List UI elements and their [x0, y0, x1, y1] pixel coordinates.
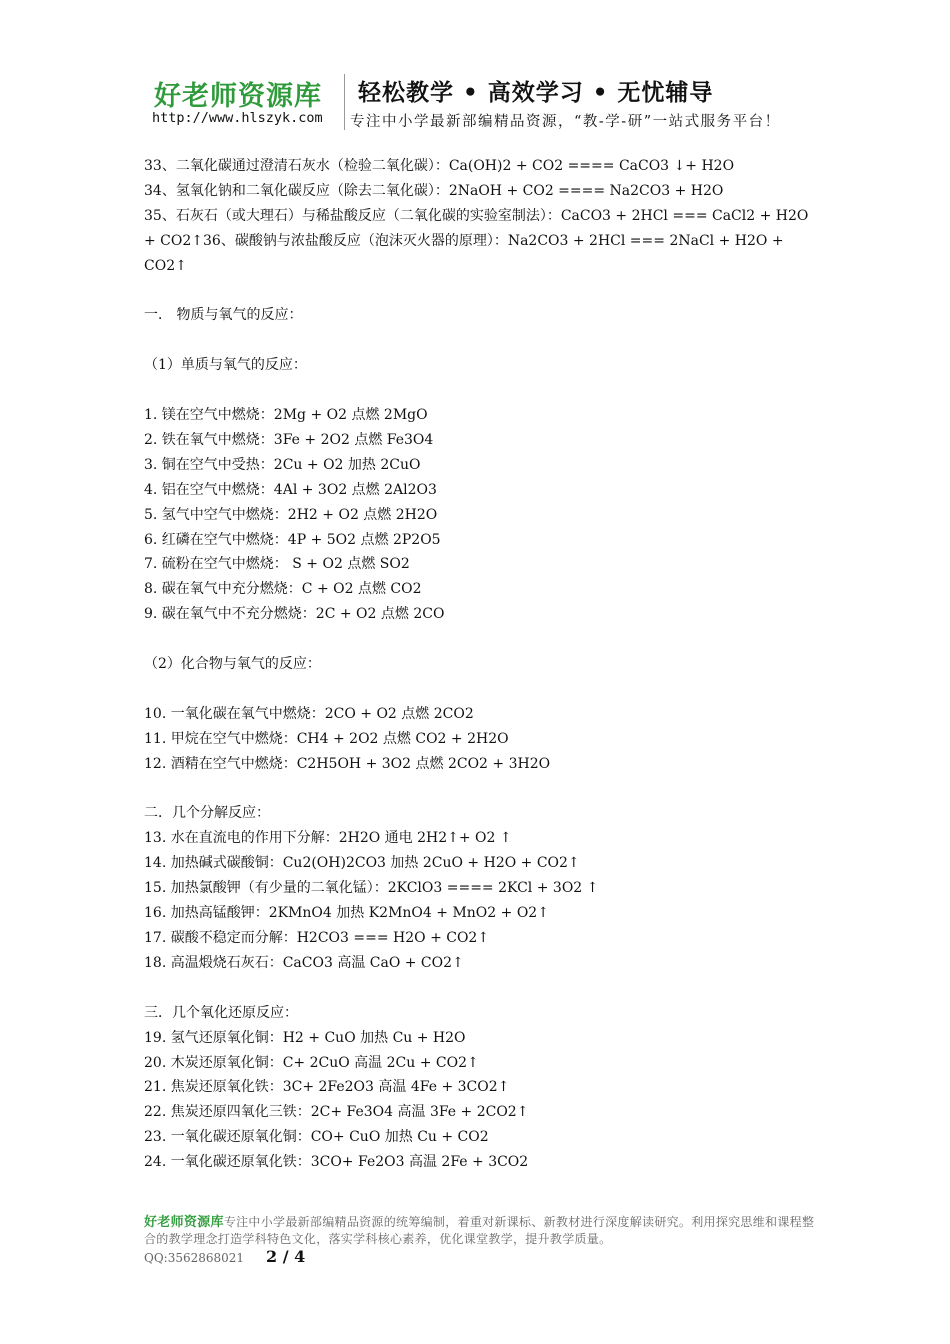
text-line: 3. 铜在空气中受热：2Cu + O2 加热 2CuO [144, 456, 421, 473]
text-line: （2）化合物与氧气的反应： [144, 656, 321, 673]
header-divider [344, 74, 345, 130]
footer-qq: QQ:3562868021 [144, 1251, 245, 1265]
blank-line [144, 976, 864, 1001]
blank-line [144, 328, 864, 353]
text-line: 5. 氢气中空气中燃烧：2H2 + O2 点燃 2H2O [144, 506, 438, 523]
text-line: 6. 红磷在空气中燃烧：4P + 5O2 点燃 2P2O5 [144, 531, 441, 548]
text-line: CO2↑ [144, 257, 187, 274]
text-line: 24. 一氧化碳还原氧化铁：3CO+ Fe2O3 高温 2Fe + 3CO2 [144, 1154, 529, 1171]
text-line: 1. 镁在空气中燃烧：2Mg + O2 点燃 2MgO [144, 407, 428, 424]
text-line: 2. 铁在氧气中燃烧：3Fe + 2O2 点燃 Fe3O4 [144, 431, 434, 448]
text-line: 11. 甲烷在空气中燃烧：CH4 + 2O2 点燃 CO2 + 2H2O [144, 730, 509, 747]
page-header [148, 70, 908, 134]
blank-line [144, 777, 864, 802]
text-line: 13. 水在直流电的作用下分解：2H2O 通电 2H2↑+ O2 ↑ [144, 830, 512, 847]
text-line: 20. 木炭还原氧化铜：C+ 2CuO 高温 2Cu + CO2↑ [144, 1054, 479, 1071]
header-tagline: 专注中小学最新部编精品资源，“教-学-研”一站式服务平台！ [350, 114, 781, 130]
text-line: 22. 焦炭还原四氧化三铁：2C+ Fe3O4 高温 3Fe + 2CO2↑ [144, 1104, 529, 1121]
header-slogan: 轻松教学 • 高效学习 • 无忧辅导 [358, 80, 714, 106]
text-line: 18. 高温煅烧石灰石：CaCO3 高温 CaO + CO2↑ [144, 954, 464, 971]
text-line: 二．几个分解反应： [144, 805, 270, 822]
blank-line [144, 677, 864, 702]
footer-bottom [144, 1247, 824, 1266]
text-line: 4. 铝在空气中燃烧：4Al + 3O2 点燃 2Al2O3 [144, 481, 437, 498]
page-number: 2 / 4 [266, 1247, 306, 1266]
text-line: 19. 氢气还原氧化铜：H2 + CuO 加热 Cu + H2O [144, 1029, 466, 1046]
brand-logo-text: 好老师资源库 [154, 81, 322, 112]
text-line: 一． 物质与氧气的反应： [144, 307, 303, 324]
blank-line [144, 627, 864, 652]
text-line: 33、二氧化碳通过澄清石灰水（检验二氧化碳）：Ca(OH)2 + CO2 ==== CaCO3 ↓+ H2O [144, 158, 735, 174]
text-line: 23. 一氧化碳还原氧化铜：CO+ CuO 加热 Cu + CO2 [144, 1129, 489, 1146]
header-url[interactable]: http://www.hlszyk.com [152, 110, 323, 126]
text-line: 14. 加热碱式碳酸铜：Cu2(OH)2CO3 加热 2CuO + H2O + CO2↑ [144, 855, 580, 872]
text-line: 8. 碳在氧气中充分燃烧：C + O2 点燃 CO2 [144, 581, 422, 598]
text-line: （1）单质与氧气的反应： [144, 357, 307, 374]
blank-line [144, 378, 864, 403]
text-line: 10. 一氧化碳在氧气中燃烧：2CO + O2 点燃 2CO2 [144, 705, 474, 722]
footer-text: 专注中小学最新部编精品资源的统筹编制，着重对新课标、新教材进行深度解读研究。利用探究思维和课程整合的教学理念打造学科特色文化，落实学科核心素养，优化课堂教学，提升教学质量。 [144, 1215, 815, 1246]
text-line: 16. 加热高锰酸钾：2KMnO4 加热 K2MnO4 + MnO2 + O2↑ [144, 905, 549, 922]
text-line: 15. 加热氯酸钾（有少量的二氧化锰）：2KClO3 ==== 2KCl + 3O2 ↑ [144, 880, 599, 897]
text-line: 12. 酒精在空气中燃烧：C2H5OH + 3O2 点燃 2CO2 + 3H2O [144, 755, 551, 772]
blank-line [144, 279, 864, 304]
text-line: 9. 碳在氧气中不充分燃烧：2C + O2 点燃 2CO [144, 606, 445, 623]
text-line: 7. 硫粉在空气中燃烧： S + O2 点燃 SO2 [144, 556, 410, 573]
page-footer [144, 1214, 824, 1266]
text-line: 17. 碳酸不稳定而分解：H2CO3 === H2O + CO2↑ [144, 930, 490, 946]
document-body [144, 154, 864, 1175]
text-line: 34、氢氧化钠和二氧化碳反应（除去二氧化碳）：2NaOH + CO2 ==== Na2CO3 + H2O [144, 182, 724, 199]
text-line: 35、石灰石（或大理石）与稀盐酸反应（二氧化碳的实验室制法）：CaCO3 + 2HCl === CaCl2 + H2O [144, 207, 809, 224]
text-line: + CO2↑36、碳酸钠与浓盐酸反应（泡沫灭火器的原理）：Na2CO3 + 2HCl === 2NaCl + H2O + [144, 232, 784, 249]
footer-description [144, 1214, 824, 1247]
text-line: 21. 焦炭还原氧化铁：3C+ 2Fe2O3 高温 4Fe + 3CO2↑ [144, 1079, 510, 1096]
footer-brand: 好老师资源库 [144, 1215, 224, 1230]
text-line: 三．几个氧化还原反应： [144, 1004, 298, 1021]
